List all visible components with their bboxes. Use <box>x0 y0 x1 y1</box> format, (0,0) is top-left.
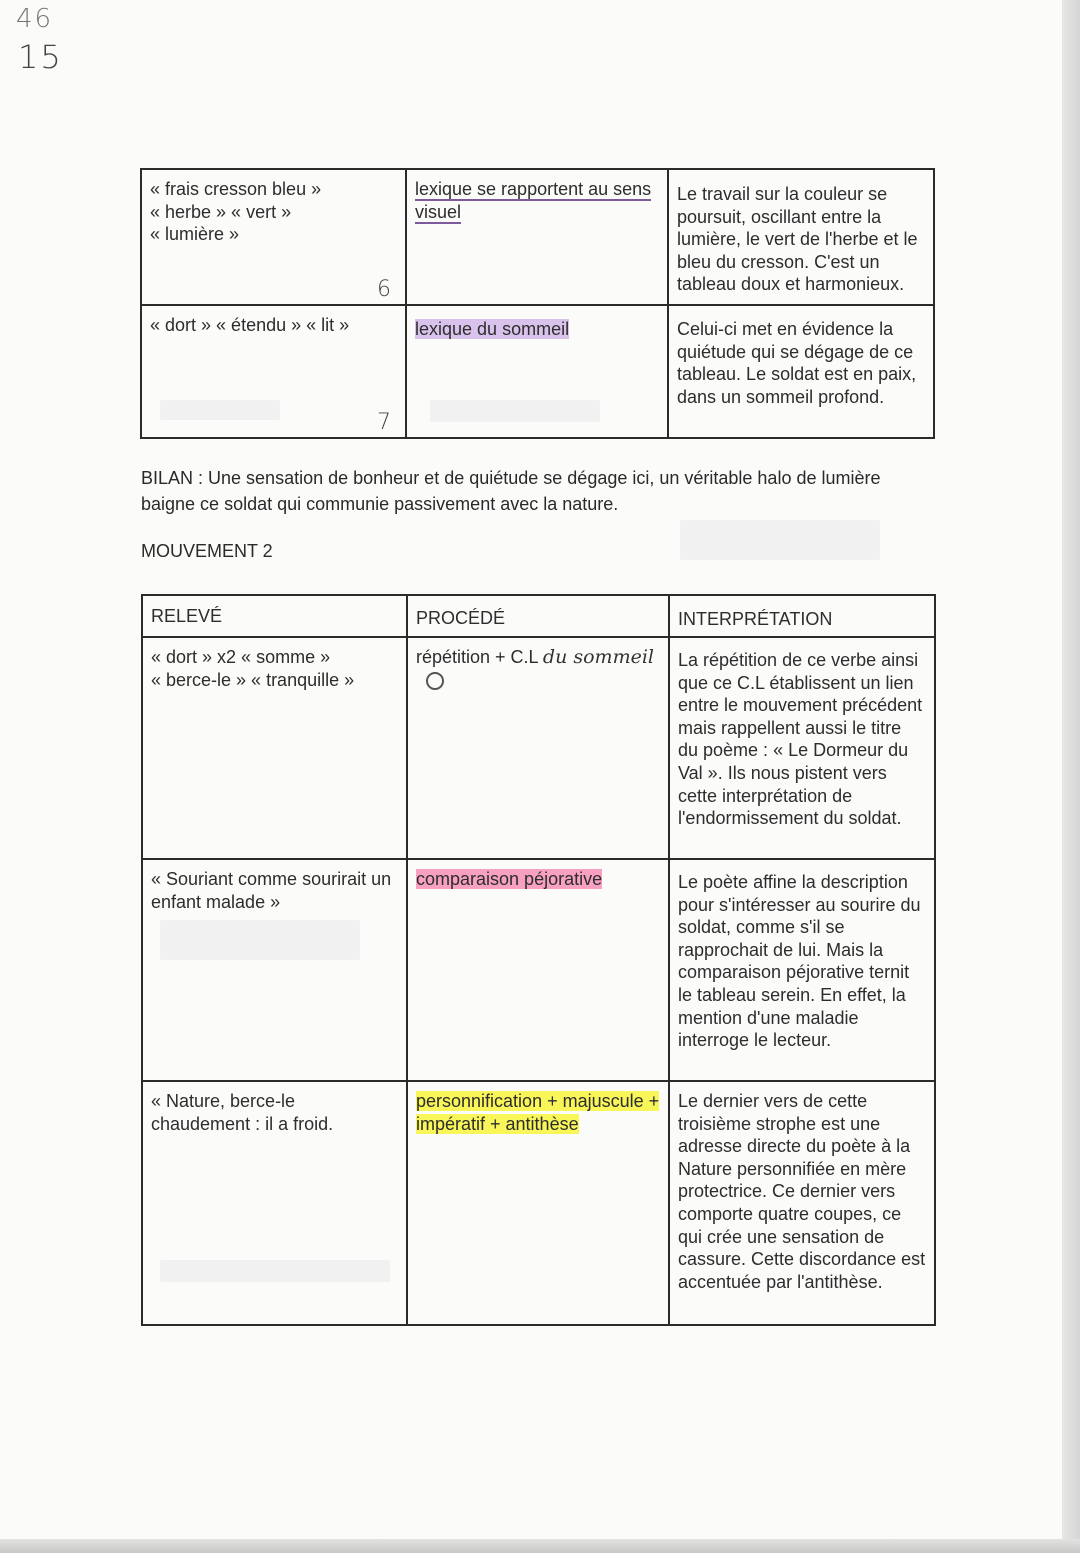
interpretation-text: Le dernier vers de cette troisième strophe est une adresse directe du poète à la Nature personnifiée en mère protectrice. Ce dernier vers comporte quatre coupes, ce qui crée une sensation de cassure. Cette discordance est accentuée par l'antithèse. <box>678 1091 926 1292</box>
quote-line: « Nature, berce-le chaudement : il a froid. <box>151 1091 334 1134</box>
header-releve: RELEVÉ <box>142 595 407 637</box>
procede-text: personnification + majuscule + impératif + antithèse <box>416 1091 660 1134</box>
quote-line: « dort » x2 « somme » <box>151 647 331 667</box>
procede-cell <box>406 305 668 438</box>
releve-cell <box>142 859 407 1081</box>
interpretation-text: La répétition de ce verbe ainsi que ce C.L établissent un lien entre le mouvement précédent mais rappellent aussi le titre du poème : « Le Dormeur du Val ». Ils nous pistent vers cette interprétation de l'endormissement du soldat. <box>678 650 923 829</box>
procede-text: lexique du sommeil <box>415 319 570 339</box>
interpretation-text: Le travail sur la couleur se poursuit, oscillant entre la lumière, le vert de l'herbe et le bleu du cresson. C'est un tableau doux et harmonieux. <box>677 184 918 295</box>
bilan-paragraph: BILAN : Une sensation de bonheur et de quiétude se dégage ici, un véritable halo de lumière baigne ce soldat qui communie passivement avec la nature. <box>141 468 881 514</box>
analysis-table-2 <box>141 594 936 1326</box>
procede-text: comparaison péjorative <box>416 869 603 889</box>
quote-line: « Souriant comme sourirait un enfant malade » <box>151 869 392 912</box>
releve-cell <box>141 305 406 438</box>
interpretation-text: Le poète affine la description pour s'intéresser au sourire du soldat, comme s'il se rapprochait de lui. Mais la comparaison péjorative ternit le tableau serein. En effet, la mention d'une maladie interroge le lecteur. <box>678 872 921 1051</box>
table-row <box>141 305 934 438</box>
quote-line: « frais cresson bleu » <box>150 179 322 199</box>
crossed-page-number: 46 <box>16 4 54 34</box>
section-title: MOUVEMENT 2 <box>141 541 273 561</box>
interpretation-cell <box>669 859 935 1081</box>
interpretation-cell <box>668 305 934 438</box>
procede-text: lexique se rapportent au sens visuel <box>415 179 652 222</box>
interpretation-cell <box>668 169 934 305</box>
procede-typed-text: répétition + C.L <box>416 647 538 667</box>
interpretation-cell <box>669 1081 935 1325</box>
handwritten-note: du sommeil <box>542 646 654 668</box>
procede-cell <box>407 637 669 859</box>
releve-cell <box>142 1081 407 1325</box>
procede-text <box>416 646 660 691</box>
page-edge <box>1062 0 1080 1553</box>
header-interpretation: INTERPRÉTATION <box>669 595 935 637</box>
bottom-edge <box>0 1539 1080 1553</box>
show-through-mark <box>680 520 880 560</box>
interpretation-text: Celui-ci met en évidence la quiétude qui se dégage de ce tableau. Le soldat est en paix, dans un sommeil profond. <box>677 319 917 407</box>
interpretation-cell <box>669 637 935 859</box>
releve-cell <box>141 169 406 305</box>
table-row <box>142 859 935 1081</box>
quote-line: « herbe » « vert » <box>150 201 292 222</box>
table-row <box>141 169 934 305</box>
quote-line: « lumière » <box>150 224 240 245</box>
analysis-table-1 <box>140 168 935 439</box>
quote-line: « berce-le » « tranquille » <box>151 669 355 690</box>
table-row <box>142 1081 935 1325</box>
header-procede: PROCÉDÉ <box>407 595 669 637</box>
page-number: 15 <box>18 38 63 76</box>
procede-cell <box>406 169 668 305</box>
table-row <box>142 637 935 859</box>
procede-cell <box>407 859 669 1081</box>
handwritten-number: 7 <box>377 410 391 436</box>
releve-cell <box>142 637 407 859</box>
procede-cell <box>407 1081 669 1325</box>
quote-line: « dort » « étendu » « lit » <box>150 315 350 335</box>
header-row <box>142 595 935 637</box>
handwritten-number: 6 <box>377 277 391 303</box>
circle-mark-icon <box>426 672 444 690</box>
